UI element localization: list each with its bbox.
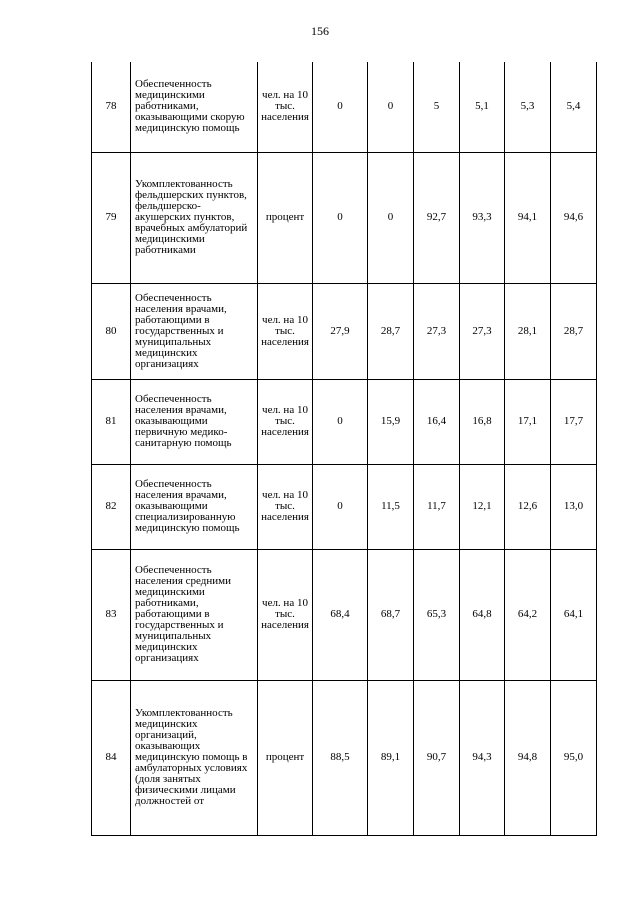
page-number: 156 — [311, 24, 329, 38]
value-cell: 0 — [313, 379, 368, 464]
value-cell: 64,2 — [505, 549, 551, 680]
row-number: 84 — [92, 680, 131, 835]
value-cell: 28,7 — [551, 283, 597, 379]
value-cell: 17,7 — [551, 379, 597, 464]
row-number: 81 — [92, 379, 131, 464]
unit-cell: процент — [258, 680, 313, 835]
indicator-name: Обеспеченность населения врачами, оказывающими первичную медико-санитарную помощь — [131, 379, 258, 464]
table-row — [92, 379, 597, 464]
value-cell: 27,3 — [460, 283, 505, 379]
row-number: 80 — [92, 283, 131, 379]
indicator-name: Обеспеченность населения врачами, оказывающими специализированную медицинскую помощь — [131, 464, 258, 549]
value-cell: 11,5 — [368, 464, 414, 549]
table-row — [92, 62, 597, 152]
indicator-name: Обеспеченность медицинскими работниками, оказывающими скорую медицинскую помощь — [131, 62, 258, 152]
value-cell: 11,7 — [414, 464, 460, 549]
value-cell: 16,4 — [414, 379, 460, 464]
unit-cell: чел. на 10 тыс. населения — [258, 62, 313, 152]
value-cell: 94,1 — [505, 152, 551, 283]
table-row — [92, 152, 597, 283]
unit-cell: чел. на 10 тыс. населения — [258, 549, 313, 680]
value-cell: 0 — [368, 62, 414, 152]
value-cell: 93,3 — [460, 152, 505, 283]
value-cell: 64,8 — [460, 549, 505, 680]
value-cell: 5,4 — [551, 62, 597, 152]
value-cell: 0 — [313, 464, 368, 549]
value-cell: 0 — [313, 62, 368, 152]
value-cell: 12,1 — [460, 464, 505, 549]
value-cell: 89,1 — [368, 680, 414, 835]
indicators-table — [91, 62, 597, 836]
table-row — [92, 464, 597, 549]
value-cell: 94,3 — [460, 680, 505, 835]
value-cell: 68,4 — [313, 549, 368, 680]
table-row — [92, 549, 597, 680]
indicator-name: Укомплектованность медицинских организаций, оказывающих медицинскую помощь в амбулаторных условиях (доля занятых физическими лицами должностей от — [131, 680, 258, 835]
row-number: 78 — [92, 62, 131, 152]
value-cell: 13,0 — [551, 464, 597, 549]
value-cell: 94,8 — [505, 680, 551, 835]
value-cell: 28,7 — [368, 283, 414, 379]
indicator-name: Укомплектованность фельдшерских пунктов, фельдшерско-акушерских пунктов, врачебных амбулаторий медицинскими работниками — [131, 152, 258, 283]
value-cell: 28,1 — [505, 283, 551, 379]
value-cell: 5 — [414, 62, 460, 152]
value-cell: 5,3 — [505, 62, 551, 152]
value-cell: 27,3 — [414, 283, 460, 379]
value-cell: 12,6 — [505, 464, 551, 549]
unit-cell: чел. на 10 тыс. населения — [258, 464, 313, 549]
indicator-name: Обеспеченность населения средними медицинскими работниками, работающими в государственных и муниципальных медицинских организациях — [131, 549, 258, 680]
value-cell: 27,9 — [313, 283, 368, 379]
value-cell: 92,7 — [414, 152, 460, 283]
value-cell: 16,8 — [460, 379, 505, 464]
unit-cell: процент — [258, 152, 313, 283]
value-cell: 90,7 — [414, 680, 460, 835]
value-cell: 5,1 — [460, 62, 505, 152]
row-number: 83 — [92, 549, 131, 680]
row-number: 82 — [92, 464, 131, 549]
indicator-name: Обеспеченность населения врачами, работающими в государственных и муниципальных медицинских организациях — [131, 283, 258, 379]
unit-cell: чел. на 10 тыс. населения — [258, 379, 313, 464]
value-cell: 95,0 — [551, 680, 597, 835]
value-cell: 15,9 — [368, 379, 414, 464]
value-cell: 94,6 — [551, 152, 597, 283]
value-cell: 17,1 — [505, 379, 551, 464]
value-cell: 65,3 — [414, 549, 460, 680]
value-cell: 64,1 — [551, 549, 597, 680]
row-number: 79 — [92, 152, 131, 283]
value-cell: 88,5 — [313, 680, 368, 835]
value-cell: 0 — [313, 152, 368, 283]
table-row — [92, 283, 597, 379]
table-row — [92, 680, 597, 835]
value-cell: 68,7 — [368, 549, 414, 680]
unit-cell: чел. на 10 тыс. населения — [258, 283, 313, 379]
value-cell: 0 — [368, 152, 414, 283]
